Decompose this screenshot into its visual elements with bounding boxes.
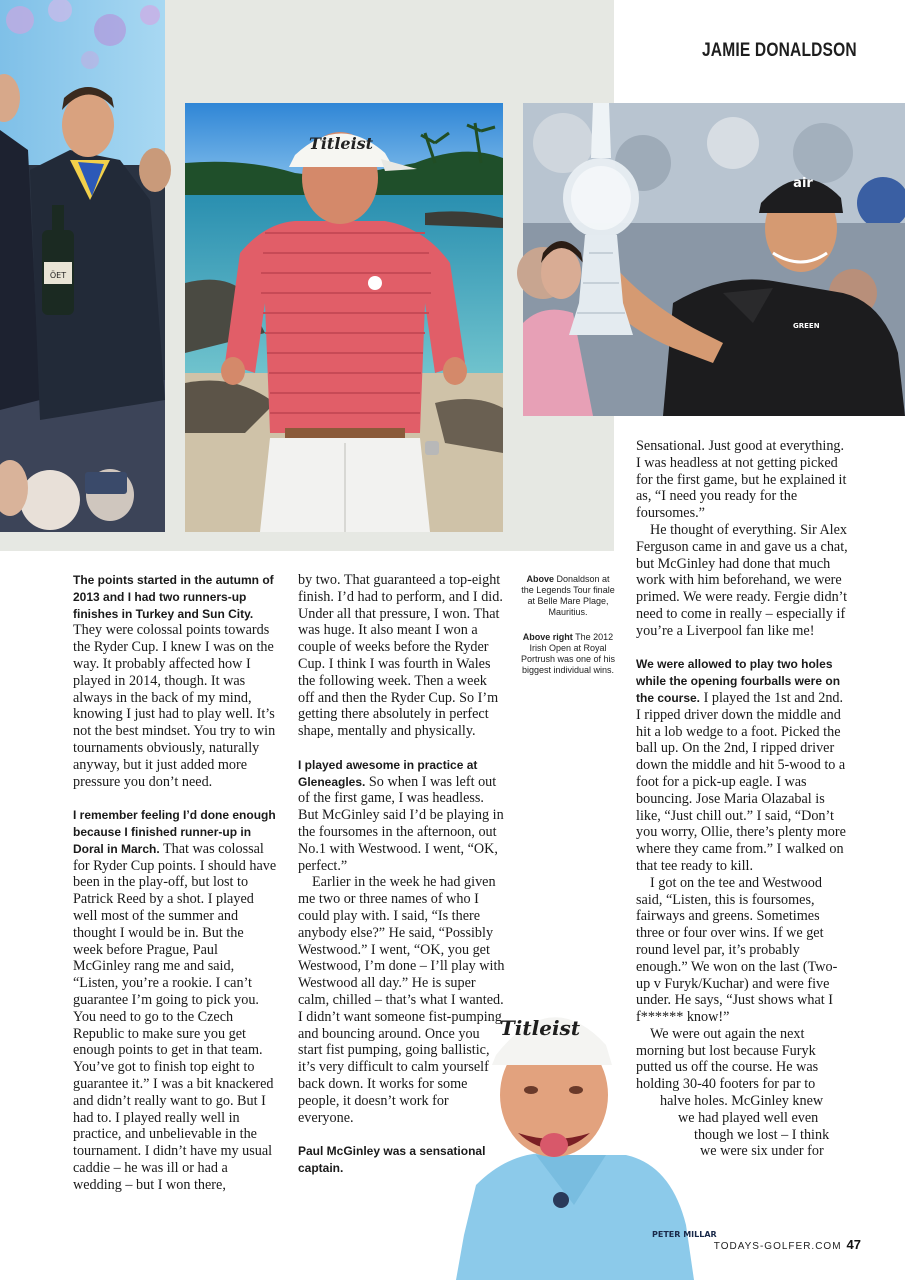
paragraph bbox=[298, 572, 505, 740]
ceremony-photo bbox=[0, 0, 165, 532]
trophy-shirt-logo: GREEN bbox=[793, 322, 820, 330]
caption-text: Donaldson at the Legends Tour finale at Belle Mare Plage, Mauritius. bbox=[521, 574, 615, 617]
paragraph-lead: I played awesome in practice at Gleneagles. bbox=[298, 757, 478, 789]
paragraph bbox=[298, 1143, 505, 1177]
paragraph-body: by two. That guaranteed a top-eight finish. I’d had to perform, and I did. Under all that pressure, I won. That was huge. It also meant I won a couple of weeks before the Ryder Cup. I think I was fourth in Wales the following week. Then a week off and then the Ryder Cup. So I’m getting there absolutely in perfect shape, mentally and physically. bbox=[298, 572, 503, 740]
article-column-2 bbox=[298, 572, 505, 1177]
paragraph-body: Sensational. Just good at everything. I was headless at not getting picked for the first game, but he explained it as, “I need you ready for the foursomes.” bbox=[636, 438, 847, 522]
paragraph bbox=[73, 807, 277, 1193]
caption-label: Above right bbox=[522, 632, 573, 642]
page-footer bbox=[714, 1236, 861, 1254]
footer-site: TODAYS-GOLFER.COM bbox=[713, 1241, 842, 1252]
beach-portrait-photo bbox=[185, 103, 503, 532]
page-number: 47 bbox=[846, 1237, 861, 1252]
text-line: halve holes. McGinley knew bbox=[660, 1093, 824, 1110]
article-column-1 bbox=[73, 572, 277, 1193]
beach-cap-logo: Titleist bbox=[308, 134, 374, 153]
caption-text: The 2012 Irish Open at Royal Portrush was one of his biggest individual wins. bbox=[520, 632, 616, 675]
article-column-3 bbox=[636, 438, 848, 1160]
cutout-cap-logo: Titleist bbox=[499, 1016, 581, 1040]
paragraph-lead: We were allowed to play two holes while the opening fourballs were on the course. bbox=[636, 657, 841, 705]
cutout-shirt-logo: PETER MILLAR bbox=[652, 1230, 717, 1239]
paragraph bbox=[636, 875, 848, 1026]
paragraph-body: I got on the tee and Westwood said, “Listen, this is foursomes, fairways and greens. Sometimes three or four over wins. If we get round level par, it’s probably enough.” We won on the last (Two-up v Furyk/Kuchar) and were five under. He says, “Just shows what I f****** know!” bbox=[636, 874, 838, 1026]
trophy-photo bbox=[523, 103, 905, 416]
text-line: putted us off the course. He was bbox=[636, 1059, 819, 1076]
text-line: morning but lost because Furyk bbox=[636, 1042, 816, 1059]
bottle-label-text: ÖET bbox=[49, 271, 67, 280]
text-line: we were six under for bbox=[700, 1143, 824, 1160]
paragraph-body: Earlier in the week he had given me two or three names of who I could play with. I said, “Is there anybody else?” He said, “Possibly Westwood.” I went, “OK, you get Westwood, I’m done – I’ll play with Westwood all day.” He is super calm, chilled – that’s what I wanted. I didn’t want someone fist-pumping and bouncing around. Once you start fist pumping, going ballistic, it’s very difficult to calm yourself back down. It works for some people, it doesn’t work for everyone. bbox=[298, 874, 505, 1126]
paragraph bbox=[298, 874, 505, 1126]
trophy-cap-logo: air bbox=[793, 176, 813, 191]
paragraph-body: So when I was left out of the first game, I was headless. But McGinley said I’d be playing in the foursomes in the afternoon, out No.1 with Westwood. I went, “OK, perfect.” bbox=[298, 773, 504, 874]
text-line: holding 30-40 footers for par to bbox=[636, 1076, 816, 1093]
paragraph-body: They were colossal points towards the Ryder Cup. I knew I was on the way. It probably affected how I played in 2014, though. It was always in the back of my mind, knowing I just had to play well. It’s not the best mindset. You try to win tournaments obviously, naturally anyway, but it just added more pressure you don’t need. bbox=[73, 622, 276, 790]
paragraph bbox=[636, 656, 848, 874]
caption-label: Above bbox=[526, 574, 554, 584]
paragraph-body: He thought of everything. Sir Alex Ferguson came in and gave us a chat, but McGinley had done that much work with him beforehand, we were primed. We were ready. Fergie didn’t need to come in really – especially if you’re a Liverpool fan like me! bbox=[636, 521, 848, 639]
paragraph-body: That was colossal for Ryder Cup points. I should have been in the play-off, but lost to Patrick Reed by a shot. I played well most of the summer and thought I would be in. But the week before Prague, Paul McGinley rang me and said, “Listen, you’re a rookie. I can’t guarantee I’m going to pick you. You need to go to the Czech Republic to make sure you get enough points to get in that team. You’ve got to finish top eight to guarantee it.” I was a bit knackered and didn’t really want to go. But I had to. I played really well in practice, and unbelievable in the tournament. I didn’t have my usual caddie – he was ill or had a wedding – but I won there, bbox=[73, 840, 277, 1193]
photo-caption-above bbox=[520, 574, 616, 618]
text-line: we had played well even bbox=[678, 1109, 819, 1126]
paragraph bbox=[636, 522, 848, 640]
paragraph bbox=[636, 438, 848, 522]
paragraph-lead: I remember feeling I’d done enough because I finished runner-up in Doral in March. bbox=[73, 808, 276, 856]
photo-caption-above-right bbox=[520, 632, 616, 676]
paragraph bbox=[73, 572, 277, 790]
text-line: though we lost – I think bbox=[694, 1126, 830, 1143]
article-subject-name: JAMIE DONALDSON bbox=[702, 40, 857, 61]
text-line: We were out again the next bbox=[650, 1025, 805, 1042]
paragraph-wrapped bbox=[636, 1026, 848, 1160]
paragraph-lead: Paul McGinley was a sensational captain. bbox=[298, 1144, 486, 1175]
paragraph-lead: The points started in the autumn of 2013 and I had two runners-up finishes in Turkey and Sun City. bbox=[73, 573, 274, 621]
paragraph-body: I played the 1st and 2nd. I ripped driver down the middle and hit a lob wedge to a foot. Picked the ball up. On the 2nd, I ripped driver down the middle and hit 5-wood to a foot for a pick-up eagle. I was bouncing. Jose Maria Olazabal is like, “Just chill out.” I said, “Don’t you worry, Ollie, there’s plenty more where they came from.” I walked on that tee ready to kill. bbox=[636, 689, 846, 874]
paragraph bbox=[298, 757, 505, 875]
